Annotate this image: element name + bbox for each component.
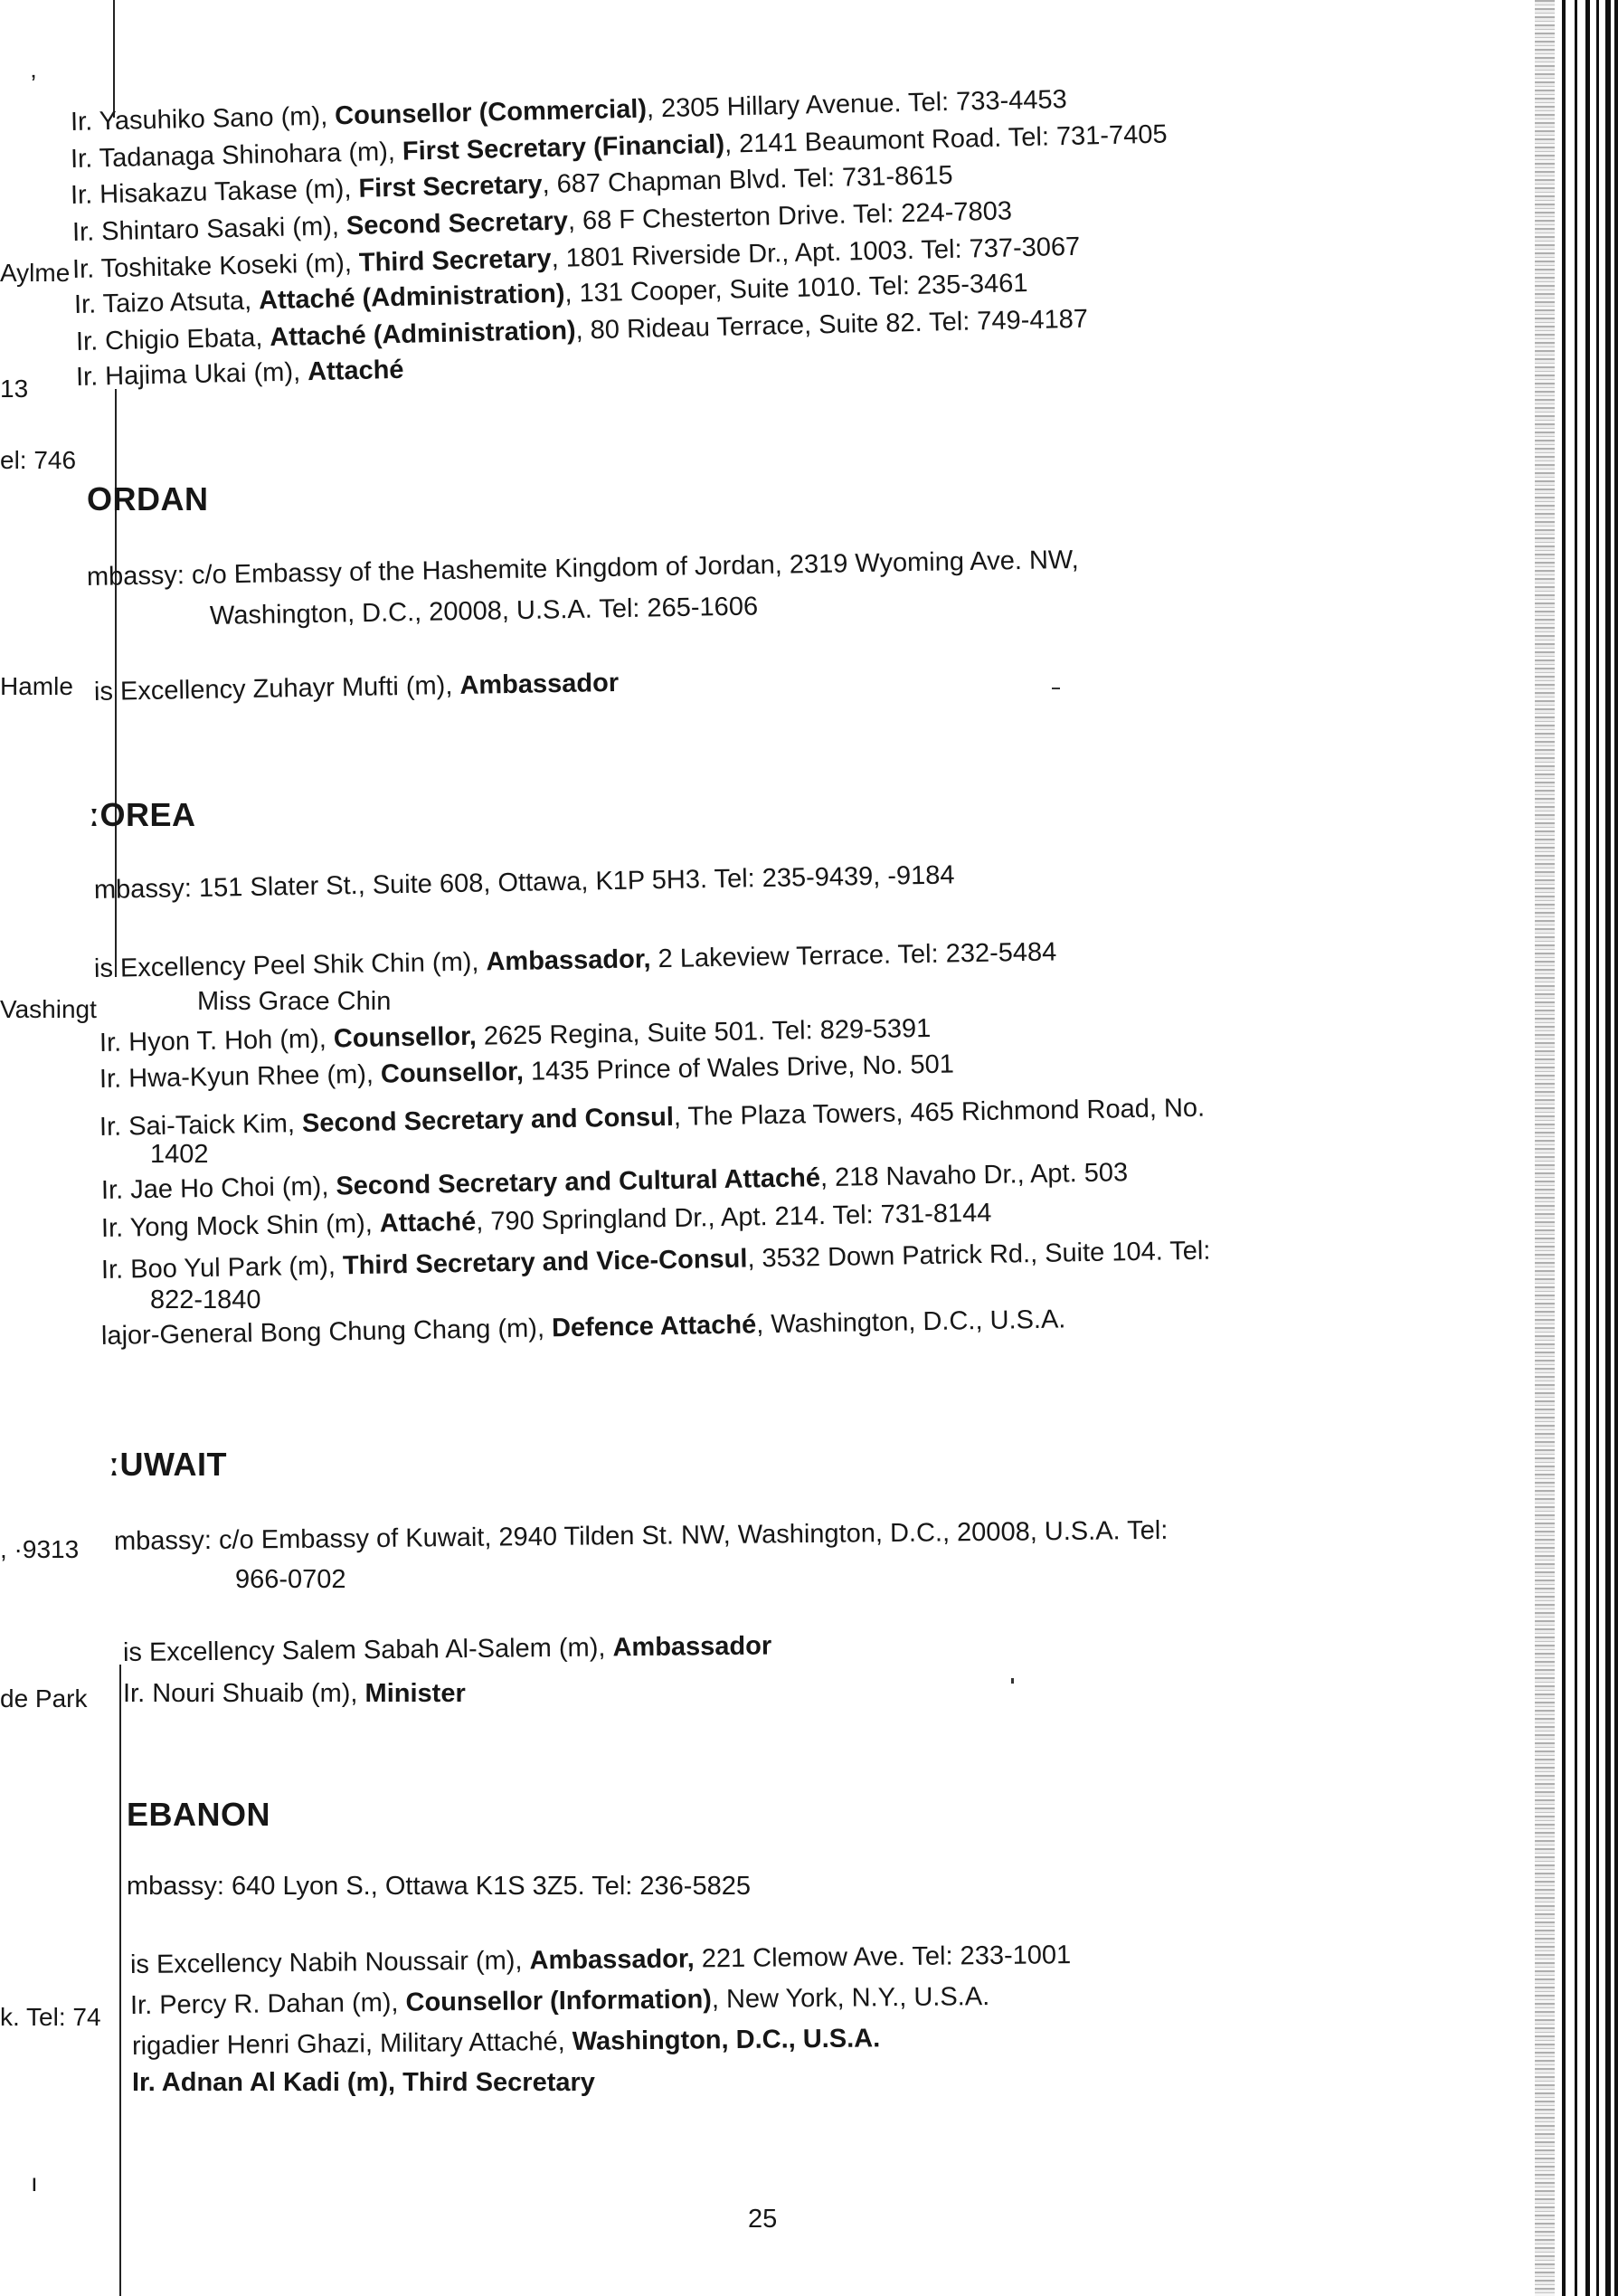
embassy-address: mbassy: 151 Slater St., Suite 608, Ottawa, K1P 5H3. Tel: 235-9439, -9184 xyxy=(93,860,955,905)
staff-entry: Ir. Chigio Ebata, Attaché (Administration), 80 Rideau Terrace, Suite 82. Tel: 749-4187 xyxy=(75,304,1089,356)
gutter-line-top xyxy=(113,0,115,118)
staff-entry: Ir. Toshitake Koseki (m), Third Secretary, 1801 Riverside Dr., Apt. 1003. Tel: 737-3067 xyxy=(71,232,1081,284)
staff-entry-cont: 1402 xyxy=(150,1140,209,1169)
margin-fragment: k. Tel: 74 xyxy=(0,2003,101,2031)
staff-entry: Ir. Nouri Shuaib (m), Minister xyxy=(123,1679,466,1708)
margin-fragment: Hamle xyxy=(0,672,73,700)
gutter-line-bottom xyxy=(119,1665,121,2296)
staff-entry: Ir. Jae Ho Choi (m), Second Secretary and Cultural Attaché, 218 Navaho Dr., Apt. 503 xyxy=(100,1158,1129,1205)
margin-fragment: Aylme xyxy=(0,259,71,287)
ambassador-entry: is Excellency Salem Sabah Al-Salem (m), Ambassador xyxy=(122,1631,772,1667)
ambassador-entry: is Excellency Peel Shik Chin (m), Ambassador, 2 Lakeview Terrace. Tel: 232-5484 xyxy=(93,937,1057,983)
staff-entry: Ir. Yong Mock Shin (m), Attaché, 790 Springland Dr., Apt. 214. Tel: 731-8144 xyxy=(100,1198,992,1243)
margin-fragment: , ·9313 xyxy=(0,1535,80,1563)
staff-entry: Ir. Hisakazu Takase (m), First Secretary, 687 Chapman Blvd. Tel: 731-8615 xyxy=(70,160,953,210)
staff-entry-cont: 822-1840 xyxy=(150,1286,261,1314)
ambassador-entry: is Excellency Nabih Noussair (m), Ambassador, 221 Clemow Ave. Tel: 233-1001 xyxy=(129,1940,1072,1979)
speck xyxy=(1052,688,1060,689)
embassy-address: mbassy: c/o Embassy of Kuwait, 2940 Tilden St. NW, Washington, D.C., 20008, U.S.A. Tel: xyxy=(113,1515,1169,1556)
spouse-entry: Miss Grace Chin xyxy=(197,987,392,1016)
staff-entry: Ir. Tadanaga Shinohara (m), First Secretary (Financial), 2141 Beaumont Road. Tel: 731-7405 xyxy=(70,119,1168,174)
country-heading-lebanon: EBANON xyxy=(127,1796,271,1833)
staff-entry: lajor-General Bong Chung Chang (m), Defence Attaché, Washington, D.C., U.S.A. xyxy=(100,1305,1066,1351)
staff-entry: Ir. Hyon T. Hoh (m), Counsellor, 2625 Regina, Suite 501. Tel: 829-5391 xyxy=(99,1013,932,1058)
margin-fragment: de Park xyxy=(0,1684,88,1713)
margin-fragment: 13 xyxy=(0,375,29,403)
staff-entry: Ir. Hwa-Kyun Rhee (m), Counsellor, 1435 Prince of Wales Drive, No. 501 xyxy=(99,1049,955,1094)
country-heading-korea: ːOREA xyxy=(89,796,196,833)
staff-entry: Ir. Boo Yul Park (m), Third Secretary and Vice-Consul, 3532 Down Patrick Rd., Suite 104. Tel: xyxy=(100,1236,1211,1285)
embassy-address-cont: Washington, D.C., 20008, U.S.A. Tel: 265-1606 xyxy=(209,592,759,631)
country-heading-kuwait: ːUWAIT xyxy=(109,1446,227,1483)
staff-entry: Ir. Shintaro Sasaki (m), Second Secretary, 68 F Chesterton Drive. Tel: 224-7803 xyxy=(71,196,1013,247)
margin-fragment: ʼ xyxy=(31,71,37,99)
margin-fragment: Vashingt xyxy=(0,995,97,1023)
binding-edge xyxy=(1535,0,1618,2296)
page-number: 25 xyxy=(748,2205,778,2234)
staff-entry: Ir. Taizo Atsuta, Attaché (Administration), 131 Cooper, Suite 1010. Tel: 235-3461 xyxy=(73,269,1028,319)
embassy-address: mbassy: 640 Lyon S., Ottawa K1S 3Z5. Tel: 236-5825 xyxy=(127,1872,751,1901)
ambassador-entry: is Excellency Zuhayr Mufti (m), Ambassador xyxy=(93,668,620,707)
staff-entry: Ir. Percy R. Dahan (m), Counsellor (Information), New York, N.Y., U.S.A. xyxy=(129,1982,990,2020)
speck xyxy=(1011,1678,1014,1684)
staff-entry: Ir. Hajima Ukai (m), Attaché xyxy=(75,355,404,392)
margin-fragment: ı xyxy=(31,2168,38,2196)
staff-entry: Ir. Sai-Taick Kim, Second Secretary and Consul, The Plaza Towers, 465 Richmond Road, No. xyxy=(99,1093,1206,1142)
staff-entry: Ir. Adnan Al Kadi (m), Third Secretary xyxy=(132,2068,595,2097)
margin-fragment: el: 746 xyxy=(0,446,77,474)
embassy-address: mbassy: c/o Embassy of the Hashemite Kingdom of Jordan, 2319 Wyoming Ave. NW, xyxy=(86,545,1080,592)
country-heading-jordan: ORDAN xyxy=(87,480,209,517)
staff-entry: rigadier Henri Ghazi, Military Attaché, Washington, D.C., U.S.A. xyxy=(131,2024,881,2061)
staff-entry: Ir. Yasuhiko Sano (m), Counsellor (Commercial), 2305 Hillary Avenue. Tel: 733-4453 xyxy=(70,85,1068,137)
embassy-address-cont: 966-0702 xyxy=(235,1565,346,1594)
